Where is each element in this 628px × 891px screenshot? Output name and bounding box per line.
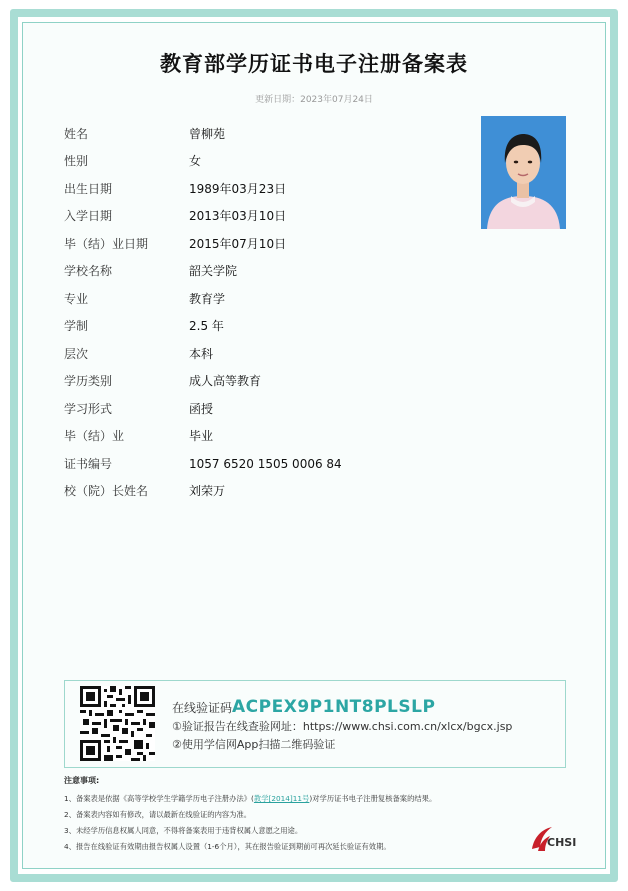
note-item: 4、报告在线验证有效期由报告权属人设置（1-6个月），其在报告验证到期前可再次延长验证有效期。 [64, 842, 391, 851]
field-value: 本科 [189, 347, 214, 361]
field-label: 性别 [64, 154, 89, 168]
field-label: 校（院）长姓名 [64, 484, 149, 498]
verification-url-line: ①验证报告在线查验网址：https://www.chsi.com.cn/xlcx/bgcx.jsp [172, 720, 513, 733]
field-value: 成人高等教育 [189, 374, 262, 388]
field-label: 姓名 [64, 127, 89, 141]
field-label: 学历类别 [64, 374, 113, 388]
field-value: 函授 [189, 402, 214, 416]
field-value: 1989年03月23日 [189, 182, 287, 196]
verification-code-line [172, 697, 435, 717]
id-photo [481, 116, 566, 229]
field-label: 学校名称 [64, 264, 113, 278]
chsi-logo-text: CHSI [547, 836, 577, 849]
field-label: 出生日期 [64, 182, 113, 196]
note-item: 2、备案表内容如有修改，请以最新在线验证的内容为准。 [64, 810, 252, 819]
notes-title: 注意事项: [64, 776, 100, 785]
field-value: 教育学 [189, 292, 226, 306]
field-label: 学习形式 [64, 402, 113, 416]
field-label: 学制 [64, 319, 89, 333]
field-label: 毕（结）业日期 [64, 237, 149, 251]
field-value: 1057 6520 1505 0006 84 [189, 457, 342, 471]
verification-code-label: 在线验证码 [172, 701, 233, 715]
field-label: 入学日期 [64, 209, 113, 223]
verification-code: ACPEX9P1NT8PLSLP [232, 697, 436, 717]
field-label: 毕（结）业 [64, 429, 125, 443]
field-value: 刘荣万 [189, 484, 226, 498]
field-label: 层次 [64, 347, 89, 361]
person-portrait-icon [481, 116, 566, 229]
field-value: 2013年03月10日 [189, 209, 287, 223]
field-value: 韶关学院 [189, 264, 238, 278]
update-date: 更新日期：2023年07月24日 [255, 95, 373, 105]
field-value: 2.5 年 [189, 319, 224, 333]
field-label: 证书编号 [64, 457, 113, 471]
field-value: 毕业 [189, 429, 214, 443]
qr-code-icon[interactable] [80, 686, 155, 761]
policy-link[interactable]: 教学[2014]11号 [253, 794, 310, 803]
note-text: )对学历证书电子注册复核备案的结果。 [309, 794, 437, 803]
verification-app-line: ②使用学信网App扫描二维码验证 [172, 738, 336, 751]
note-item [64, 794, 436, 804]
document-title: 教育部学历证书电子注册备案表 [160, 52, 468, 76]
note-item: 3、未经学历信息权属人同意，不得将备案表用于违背权属人意愿之用途。 [64, 826, 303, 835]
field-value: 曾柳苑 [189, 127, 226, 141]
field-value: 女 [189, 154, 202, 168]
note-text: 1、备案表是依据《高等学校学生学籍学历电子注册办法》( [64, 794, 254, 803]
field-value: 2015年07月10日 [189, 237, 287, 251]
field-label: 专业 [64, 292, 89, 306]
